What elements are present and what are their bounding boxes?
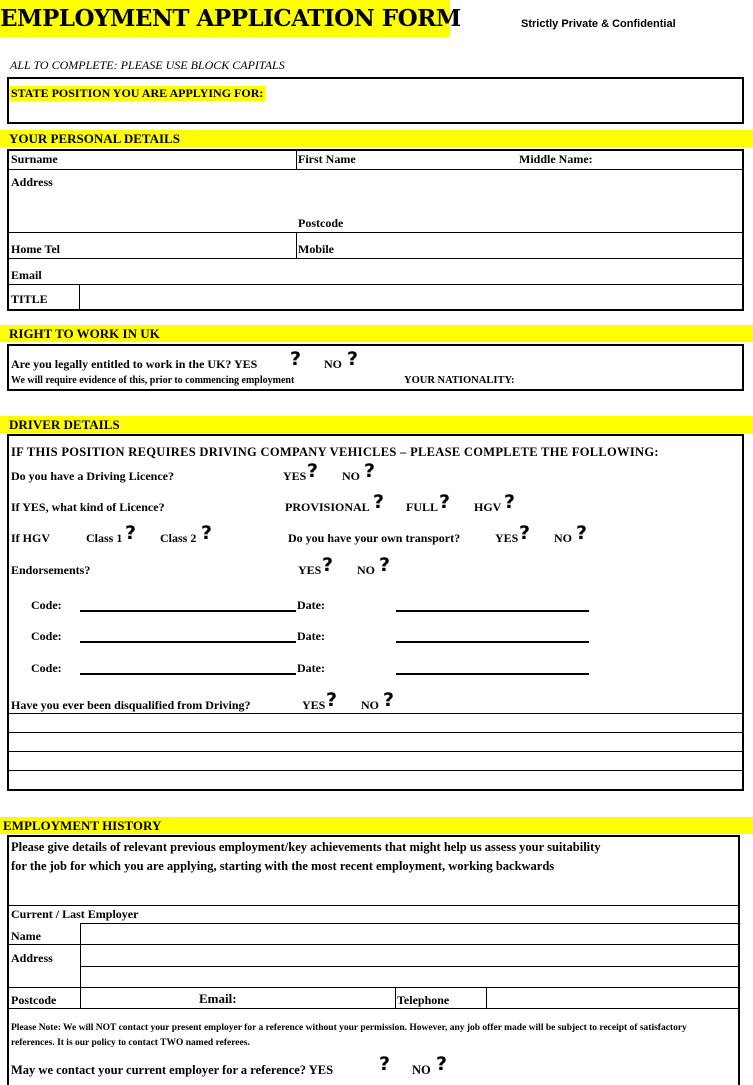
- date-line[interactable]: [396, 641, 589, 643]
- disqualified-no-mark[interactable]: ?: [383, 689, 395, 711]
- class2-mark[interactable]: ?: [201, 522, 213, 544]
- employment-intro-line2: for the job for which you are applying, starting with the most recent employment, working backwards: [11, 859, 555, 873]
- licence-no-mark[interactable]: ?: [364, 460, 376, 482]
- employment-history-box: [7, 835, 740, 1085]
- right-to-work-box: [7, 344, 744, 391]
- date-label: Date:: [297, 629, 325, 643]
- contact-no-label: NO: [412, 1063, 431, 1077]
- work-yes-mark[interactable]: ?: [290, 348, 302, 370]
- licence-yes-label: YES: [283, 469, 307, 483]
- endorsements-yes-mark[interactable]: ?: [322, 554, 334, 576]
- full-mark[interactable]: ?: [439, 491, 451, 513]
- home-tel-label: Home Tel: [11, 242, 61, 256]
- employer-address-label: Address: [11, 951, 53, 965]
- contact-employer-question: May we contact your current employer for a reference? YES: [11, 1063, 334, 1077]
- employer-telephone-label: Telephone: [397, 993, 450, 1007]
- disqualified-yes-label: YES: [302, 698, 326, 712]
- disqualified-yes-mark[interactable]: ?: [326, 689, 338, 711]
- if-hgv-label: If HGV: [11, 531, 50, 545]
- hgv-mark[interactable]: ?: [504, 491, 516, 513]
- reference-note: Please Note: We will NOT contact your present employer for a reference without your permission. However, any job offer made will be subject to receipt of satisfactory references. It is our policy to contact TWO named referees.: [11, 1023, 687, 1048]
- transport-yes-label: YES: [495, 531, 519, 545]
- first-name-label: First Name: [298, 152, 356, 166]
- licence-question: Do you have a Driving Licence?: [11, 469, 174, 483]
- code-label: Code:: [31, 661, 62, 675]
- position-label: STATE POSITION YOU ARE APPLYING FOR:: [11, 86, 264, 100]
- position-box[interactable]: [7, 77, 744, 124]
- transport-no-label: NO: [554, 531, 572, 545]
- employer-postcode-label: Postcode: [11, 993, 57, 1007]
- title-label: TITLE: [11, 292, 48, 306]
- personal-details-table: [7, 149, 744, 311]
- transport-question: Do you have your own transport?: [288, 531, 461, 545]
- date-label: Date:: [297, 661, 325, 675]
- licence-kind-question: If YES, what kind of Licence?: [11, 500, 165, 514]
- provisional-mark[interactable]: ?: [373, 491, 385, 513]
- right-to-work-heading: RIGHT TO WORK IN UK: [0, 325, 753, 342]
- driver-intro: IF THIS POSITION REQUIRES DRIVING COMPANY VEHICLES – PLEASE COMPLETE THE FOLLOWING:: [11, 445, 659, 459]
- endorsements-label: Endorsements?: [11, 563, 91, 577]
- date-label: Date:: [297, 598, 325, 612]
- confidential-note: Strictly Private & Confidential: [521, 18, 676, 30]
- provisional-label: PROVISIONAL: [285, 500, 370, 514]
- class1-label: Class 1: [86, 531, 123, 545]
- transport-yes-mark[interactable]: ?: [519, 522, 531, 544]
- work-entitled-question: Are you legally entitled to work in the UK? YES: [11, 357, 258, 371]
- nationality-label: YOUR NATIONALITY:: [404, 375, 515, 386]
- address-label: Address: [11, 175, 53, 189]
- code-line[interactable]: [80, 641, 296, 643]
- employer-name-label: Name: [11, 929, 41, 943]
- contact-yes-mark[interactable]: ?: [379, 1053, 391, 1075]
- employer-email-label: Email:: [199, 991, 237, 1006]
- work-no-mark[interactable]: ?: [347, 348, 359, 370]
- code-line[interactable]: [80, 610, 296, 612]
- class1-mark[interactable]: ?: [125, 522, 137, 544]
- surname-label: Surname: [11, 152, 58, 166]
- postcode-label: Postcode: [298, 216, 344, 230]
- endorsements-yes-label: YES: [298, 563, 322, 577]
- personal-details-heading: YOUR PERSONAL DETAILS: [0, 130, 753, 147]
- code-label: Code:: [31, 629, 62, 643]
- full-label: FULL: [406, 500, 439, 514]
- code-label: Code:: [31, 598, 62, 612]
- driver-details-heading: DRIVER DETAILS: [0, 416, 753, 433]
- middle-name-label: Middle Name:: [519, 152, 593, 166]
- current-employer-label: Current / Last Employer: [11, 907, 139, 921]
- work-no-label: NO: [324, 357, 342, 371]
- contact-no-mark[interactable]: ?: [436, 1053, 448, 1075]
- disqualified-question: Have you ever been disqualified from Driving?: [11, 698, 251, 712]
- licence-no-label: NO: [342, 469, 360, 483]
- endorsements-no-label: NO: [357, 563, 375, 577]
- mobile-label: Mobile: [298, 242, 334, 256]
- code-line[interactable]: [80, 673, 296, 675]
- employment-history-heading: EMPLOYMENT HISTORY: [0, 817, 753, 834]
- form-title: EMPLOYMENT APPLICATION FORM: [0, 0, 450, 37]
- employment-intro-line1: Please give details of relevant previous employment/key achievements that might help us assess your suitability: [11, 840, 601, 854]
- driver-details-box: [7, 434, 744, 791]
- evidence-note: We will require evidence of this, prior to commencing employment: [11, 375, 295, 386]
- date-line[interactable]: [396, 610, 589, 612]
- instruction-text: ALL TO COMPLETE: PLEASE USE BLOCK CAPITALS: [10, 58, 285, 72]
- class2-label: Class 2: [160, 531, 197, 545]
- endorsements-no-mark[interactable]: ?: [379, 554, 391, 576]
- hgv-label: HGV: [474, 500, 502, 514]
- licence-yes-mark[interactable]: ?: [307, 460, 319, 482]
- disqualified-no-label: NO: [361, 698, 379, 712]
- transport-no-mark[interactable]: ?: [576, 522, 588, 544]
- email-label: Email: [11, 268, 42, 282]
- date-line[interactable]: [396, 673, 589, 675]
